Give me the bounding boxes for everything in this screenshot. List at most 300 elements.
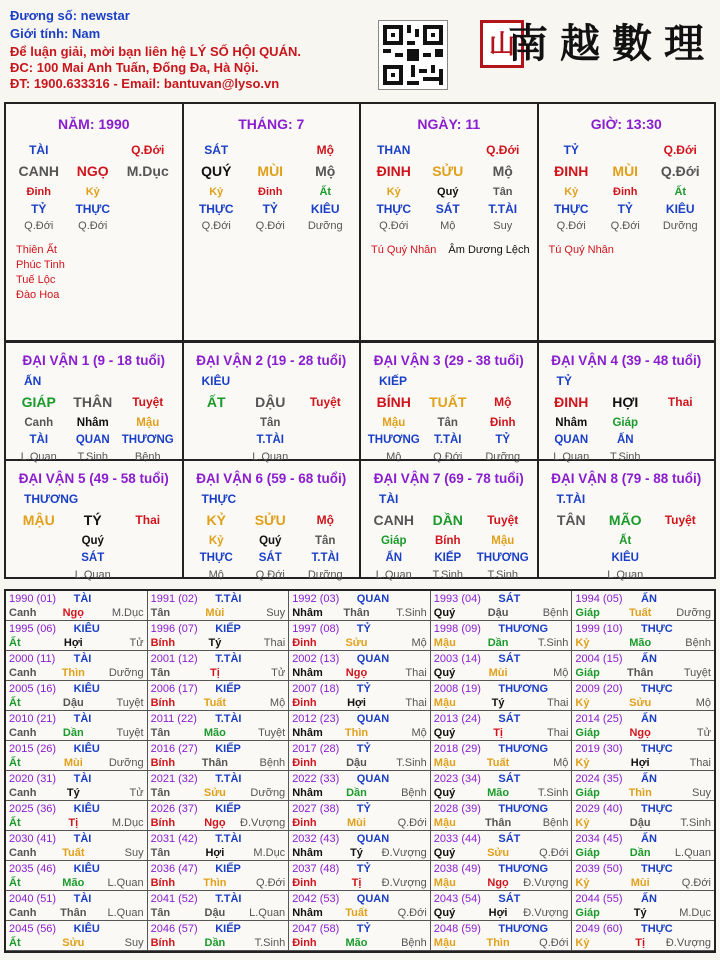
year-star: QUAN [356, 773, 390, 785]
dai-van-cell: THƯƠNG [476, 552, 529, 564]
pillar-cell: QUÝ [201, 163, 232, 179]
pillar-row [539, 142, 715, 159]
year-phase: Q.Đới [539, 847, 569, 859]
year-phase: T.Sinh [254, 937, 286, 949]
year-phase: Tử [129, 637, 144, 649]
year-label: 2005 (16) [9, 683, 57, 695]
year-cell [6, 831, 148, 861]
year-label: 2007 (18) [292, 683, 340, 695]
pillar-cell: THỰC [198, 202, 234, 216]
dai-van-cell [650, 533, 710, 550]
pillar-row [184, 218, 360, 235]
dai-van-hidden [361, 432, 537, 449]
dai-van-8 [539, 461, 715, 579]
year-phase: Mộ [553, 757, 569, 769]
year-cell [148, 831, 290, 861]
dai-van-7 [361, 461, 539, 579]
year-label: 2040 (51) [9, 893, 57, 905]
year-star: KIẾP [215, 623, 241, 635]
dai-van-cell: QUAN [554, 434, 589, 446]
year-cell [431, 591, 573, 621]
year-cell [289, 591, 431, 621]
year-phase: Đ.Vượng [523, 877, 569, 889]
pillar-cell: THỰC [553, 202, 589, 216]
pillar-cell: Ất [674, 186, 687, 198]
brand-text: 南越數理 [508, 20, 716, 67]
dai-van-cell: T.Sinh [77, 451, 109, 463]
year-cell [431, 831, 573, 861]
year-chi: Thìn [486, 937, 510, 949]
can: CANH [373, 512, 414, 528]
year-star: TỶ [356, 623, 371, 635]
dai-van-title: ĐẠI VẬN 4 (39 - 48 tuổi) [551, 353, 702, 368]
pillar-cell: Ất [319, 186, 332, 198]
can: ĐINH [554, 394, 589, 410]
pillar-row [184, 201, 360, 218]
year-can: Bính [150, 877, 176, 889]
year-label: 1990 (01) [9, 593, 57, 605]
year-star: TỶ [356, 863, 371, 875]
year-phase: T.Sinh [537, 637, 569, 649]
dai-van-can-chi [184, 512, 360, 529]
year-label: 2020 (31) [9, 773, 57, 785]
year-can: Canh [9, 907, 37, 919]
year-star: KIẾP [215, 803, 241, 815]
year-can: Ất [9, 937, 21, 949]
year-chi: Tý [66, 787, 80, 799]
year-cell [431, 861, 573, 891]
year-phase: T.Sinh [396, 607, 427, 619]
four-pillars [4, 102, 716, 342]
year-star: T.TÀI [215, 713, 242, 725]
dai-van-cell [542, 533, 600, 550]
year-cell [6, 651, 148, 681]
dai-van-hidden [539, 567, 715, 584]
year-chi: Dần [487, 637, 509, 649]
year-phase: Bệnh [401, 937, 427, 949]
pillar-cell: KIÊU [310, 202, 340, 216]
dai-van-cell: Dưỡng [485, 451, 521, 463]
year-can: Tân [150, 667, 171, 679]
year-chi: Ngọ [62, 607, 84, 619]
pillar-cell: THAN [377, 143, 411, 157]
dai-van-can-chi [539, 512, 715, 529]
year-chi: Tị [635, 937, 646, 949]
year-chi: Mùi [63, 757, 83, 769]
dai-van-cell: THỰC [199, 552, 233, 564]
dai-van-row [6, 343, 714, 461]
year-can: Canh [9, 727, 37, 739]
year-chi: Tuất [203, 697, 227, 709]
dai-van-hidden [539, 533, 715, 550]
year-label: 2003 (14) [433, 653, 481, 665]
year-phase: Thai [405, 697, 427, 709]
year-cell [289, 891, 431, 921]
pillar-cell [245, 142, 295, 159]
pillar-cell: Q.Đới [201, 220, 231, 232]
dai-van-hidden [539, 415, 715, 432]
dai-van-cell [650, 415, 710, 432]
dai-van-title: ĐẠI VẬN 5 (49 - 58 tuổi) [18, 471, 169, 486]
chi: THÂN [73, 394, 113, 410]
year-cell [431, 801, 573, 831]
year-cell [6, 861, 148, 891]
dai-van-can-chi [539, 394, 715, 411]
stars-list [549, 243, 715, 258]
pillar-cell: Mộ [316, 143, 334, 157]
dai-van-hidden [361, 567, 537, 584]
year-phase: Dưỡng [250, 787, 286, 799]
dai-van-hidden [361, 415, 537, 432]
year-label: 2043 (54) [433, 893, 481, 905]
dai-van-hidden [6, 415, 182, 432]
dai-van-cell [10, 567, 68, 584]
year-star: KIÊU [73, 923, 100, 935]
year-can: Đinh [292, 937, 317, 949]
year-label: 2006 (17) [150, 683, 198, 695]
pillar-cell: Q.Đới [131, 143, 165, 157]
year-label: 2030 (41) [9, 833, 57, 845]
dai-van-cell: SÁT [81, 552, 105, 564]
year-label: 2022 (33) [292, 773, 340, 785]
year-star: QUAN [356, 893, 390, 905]
pillar-cell: Quý [437, 186, 459, 198]
dai-van-can-chi [361, 512, 537, 529]
year-phase: Suy [124, 937, 144, 949]
year-chi: Ngọ [487, 877, 509, 889]
pillar-cell: Suy [493, 220, 513, 232]
pillar-cell: Q.Đới [24, 220, 54, 232]
dai-van-cell: SÁT [258, 552, 282, 564]
contact-text: Để luận giải, mời bạn liên hệ LÝ SỐ HỘI QUÁN. [10, 44, 301, 59]
year-phase: Mộ [553, 667, 569, 679]
year-star: THƯƠNG [498, 803, 549, 815]
year-label: 2009 (20) [575, 683, 623, 695]
dai-van-cell: T.Sinh [487, 569, 519, 581]
pillar-cell [118, 184, 178, 201]
dai-van-6 [184, 461, 362, 579]
year-label: 2025 (36) [9, 803, 57, 815]
year-star: THƯƠNG [498, 623, 549, 635]
pillar-row [539, 201, 715, 218]
year-chi: Sửu [62, 937, 85, 949]
year-chi: Tị [68, 817, 79, 829]
year-chi: Thìn [344, 727, 369, 739]
year-can: Ất [9, 637, 21, 649]
year-cell [6, 711, 148, 741]
year-can: Kỷ [575, 637, 590, 649]
dai-van-cell: Mộ [208, 569, 224, 581]
year-phase: Tử [696, 727, 711, 739]
pillar-cell: Mộ [492, 163, 513, 179]
year-phase: Mộ [411, 637, 427, 649]
year-chi: Dậu [346, 757, 367, 769]
star-item: Phúc Tinh [16, 259, 65, 271]
year-cell [431, 651, 573, 681]
year-cell [148, 651, 290, 681]
year-cell [148, 591, 290, 621]
year-phase: Tuyệt [683, 667, 711, 679]
year-can: Tân [150, 787, 171, 799]
year-can: Bính [150, 817, 176, 829]
year-can: Mậu [433, 757, 456, 769]
pillar-cell: KIÊU [665, 202, 695, 216]
dai-van-cell [295, 415, 355, 432]
year-cell [431, 711, 573, 741]
year-label: 2041 (52) [150, 893, 198, 905]
pillar-cell: Q.Đới [556, 220, 586, 232]
year-can: Quý [433, 787, 456, 799]
year-cell [431, 921, 573, 951]
year-label: 2015 (26) [9, 743, 57, 755]
can: MẬU [22, 512, 55, 528]
year-star: TÀI [73, 653, 92, 665]
year-can: Kỷ [575, 697, 590, 709]
year-label: 2017 (28) [292, 743, 340, 755]
star-item: Tú Quý Nhân [548, 244, 614, 256]
year-chi: Mão [629, 637, 652, 649]
year-star: KIÊU [73, 743, 100, 755]
dai-van-cell: Đinh [489, 417, 516, 429]
year-can: Nhâm [292, 727, 323, 739]
year-cell [148, 741, 290, 771]
year-label: 2044 (55) [575, 893, 623, 905]
year-label: 2042 (53) [292, 893, 340, 905]
year-phase: Q.Đới [255, 877, 286, 889]
pillar-title: THÁNG: 7 [238, 116, 305, 132]
pillar-cell: Mộ [440, 220, 456, 232]
year-can: Quý [433, 907, 456, 919]
pillar-row [539, 163, 715, 180]
year-star: TÀI [73, 893, 92, 905]
pillar-cell: SÁT [435, 202, 460, 216]
year-phase: L.Quan [674, 847, 711, 859]
year-phase: Tuyệt [116, 697, 144, 709]
phase: Thai [667, 395, 693, 409]
year-label: 2029 (40) [575, 803, 623, 815]
owner-label: Đương số: [10, 8, 78, 23]
dai-van-cell: L.Quan [74, 569, 111, 581]
year-chi: Tuất [345, 907, 368, 919]
year-chi: Tị [493, 727, 503, 739]
year-cell [148, 801, 290, 831]
brand-logo [478, 12, 718, 72]
year-can: Đinh [292, 877, 317, 889]
year-phase: M.Dục [253, 847, 286, 859]
dai-van-cell: Kỷ [208, 535, 224, 547]
pillar-cell [118, 201, 178, 218]
dai-van-cell: T.TÀI [256, 434, 284, 446]
pillar-cell: M.Dục [126, 163, 169, 179]
dai-van-star: KIÊU [201, 374, 231, 388]
dai-van-cell: Mậu [382, 417, 406, 429]
year-cell [289, 831, 431, 861]
year-label: 2008 (19) [433, 683, 481, 695]
year-star: SÁT [498, 653, 521, 665]
dai-van-cell: T.TÀI [311, 552, 339, 564]
year-chi: Mão [345, 937, 368, 949]
year-label: 2012 (23) [292, 713, 340, 725]
pillar-cell: MÙI [257, 163, 284, 179]
year-can: Ất [9, 877, 21, 889]
chi: TÝ [83, 512, 102, 528]
year-phase: Đ.Vượng [381, 847, 427, 859]
dai-van-cell: ẤN [385, 552, 403, 564]
chi: DẬU [255, 394, 286, 410]
year-cell [148, 621, 290, 651]
pillar-cell: TỶ [617, 202, 633, 216]
year-chi: Tý [208, 637, 222, 649]
year-cell [431, 621, 573, 651]
year-chi: Mùi [347, 817, 366, 829]
year-star: TỶ [356, 923, 371, 935]
star-item: Tú Quý Nhân [371, 244, 437, 256]
year-phase: Suy [266, 607, 286, 619]
year-phase: Đ.Vượng [240, 817, 286, 829]
year-star: SÁT [498, 893, 521, 905]
year-cell [148, 681, 290, 711]
year-phase: Thai [263, 637, 286, 649]
address-text: ĐC: 100 Mai Anh Tuấn, Đống Đa, Hà Nội. [10, 60, 259, 75]
year-label: 2019 (30) [575, 743, 623, 755]
year-star: THỰC [641, 863, 673, 875]
year-chi: Tý [491, 697, 505, 709]
dai-van-cell [118, 550, 178, 567]
pillar-cell: CANH [18, 163, 59, 179]
dai-van-cell: L.Quan [607, 569, 644, 581]
year-cell [6, 621, 148, 651]
year-label: 2028 (39) [433, 803, 481, 815]
pillar-cell: ĐINH [554, 163, 589, 179]
qr-code-icon [378, 20, 448, 90]
phase: Tuyệt [132, 395, 164, 409]
can: KỶ [206, 512, 226, 528]
dai-van-grid [4, 341, 716, 579]
year-phase: Dưỡng [108, 667, 144, 679]
year-cell [289, 741, 431, 771]
dai-van-cell: Q.Đới [433, 451, 463, 463]
year-star: T.TÀI [215, 593, 242, 605]
year-star: T.TÀI [215, 773, 242, 785]
dai-van-cell [295, 432, 355, 449]
year-cell [289, 771, 431, 801]
year-chi: Mão [487, 787, 510, 799]
star-item: Âm Dương Lệch [448, 244, 530, 256]
dai-van-cell: Canh [24, 417, 54, 429]
pillar-cell: Q.Đới [663, 143, 697, 157]
year-chi: Hợi [63, 637, 83, 649]
pillar-row [539, 218, 715, 235]
year-chi: Tị [210, 667, 220, 679]
year-star: TỶ [356, 803, 371, 815]
phase: Mộ [316, 513, 334, 527]
year-chi: Tuất [628, 607, 652, 619]
dai-van-hidden [6, 432, 182, 449]
year-star: TÀI [73, 713, 92, 725]
dai-van-cell [650, 432, 710, 449]
dai-van-hidden [184, 550, 360, 567]
dai-van-4 [539, 343, 715, 463]
year-phase: M.Dục [111, 817, 144, 829]
dai-van-star: KIẾP [379, 374, 408, 388]
pillar-cell: TÀI [29, 143, 49, 157]
dai-van-can-chi [184, 394, 360, 411]
year-phase: Bệnh [259, 757, 286, 769]
year-label: 2049 (60) [575, 923, 623, 935]
year-star: KIÊU [73, 683, 100, 695]
dai-van-hidden [6, 550, 182, 567]
year-phase: Bệnh [542, 607, 569, 619]
year-label: 1995 (06) [9, 623, 57, 635]
year-cell [148, 711, 290, 741]
pillar-row [184, 184, 360, 201]
year-chi: Thìn [203, 877, 227, 889]
year-chi: Dần [629, 847, 651, 859]
dai-van-hidden [361, 533, 537, 550]
year-cell [572, 861, 714, 891]
year-chi: Tý [350, 847, 363, 859]
can: GIÁP [21, 394, 56, 410]
year-phase: Q.Đới [397, 907, 427, 919]
year-star: ẤN [641, 833, 657, 845]
pillar-cell: Đinh [258, 186, 283, 198]
year-phase: Q.Đới [681, 877, 711, 889]
pillar-cell: TỶ [563, 143, 579, 157]
year-label: 2032 (43) [292, 833, 340, 845]
pillar-cell: Q.Đới [486, 143, 520, 157]
year-label: 2023 (34) [433, 773, 481, 785]
dai-van-hidden [6, 567, 182, 584]
pillar-cell: SÁT [204, 143, 229, 157]
year-chi: Tý [633, 907, 647, 919]
year-can: Tân [150, 607, 171, 619]
year-can: Đinh [292, 757, 317, 769]
pillar-row [6, 142, 182, 159]
dai-van-cell: L.Quan [20, 451, 57, 463]
dai-van-cell: Quý [259, 535, 282, 547]
year-can: Canh [9, 607, 37, 619]
year-phase: L.Quan [107, 877, 144, 889]
year-can: Kỷ [575, 937, 590, 949]
year-phase: Tuyệt [116, 727, 144, 739]
year-label: 2013 (24) [433, 713, 481, 725]
dai-van-cell: T.Sinh [609, 451, 641, 463]
year-chi: Sửu [345, 637, 368, 649]
pillar-title: GIỜ: 13:30 [590, 116, 662, 132]
year-grid [4, 589, 716, 953]
year-cell [431, 741, 573, 771]
header-info [10, 8, 301, 92]
year-phase: M.Dục [111, 607, 144, 619]
pillar-cell: Q.Đới [78, 220, 108, 232]
year-cell [148, 861, 290, 891]
year-cell [572, 771, 714, 801]
dai-van-3 [361, 343, 539, 463]
owner-value: newstar [80, 8, 130, 23]
year-phase: Đ.Vượng [381, 877, 427, 889]
phone-email-text: ĐT: 1900.633316 - Email: bantuvan@lyso.vn [10, 76, 280, 91]
year-star: THỰC [641, 923, 673, 935]
pillar-cell: SỬU [432, 163, 464, 179]
year-label: 1993 (04) [433, 593, 481, 605]
dai-van-5 [6, 461, 184, 579]
pillar-cell: Dưỡng [662, 220, 698, 232]
year-chi: Thìn [61, 667, 85, 679]
dai-van-title: ĐẠI VẬN 2 (19 - 28 tuổi) [196, 353, 347, 368]
year-can: Ất [9, 697, 21, 709]
pillar-cell: Q.Đới [255, 220, 285, 232]
year-chi: Dần [346, 787, 367, 799]
